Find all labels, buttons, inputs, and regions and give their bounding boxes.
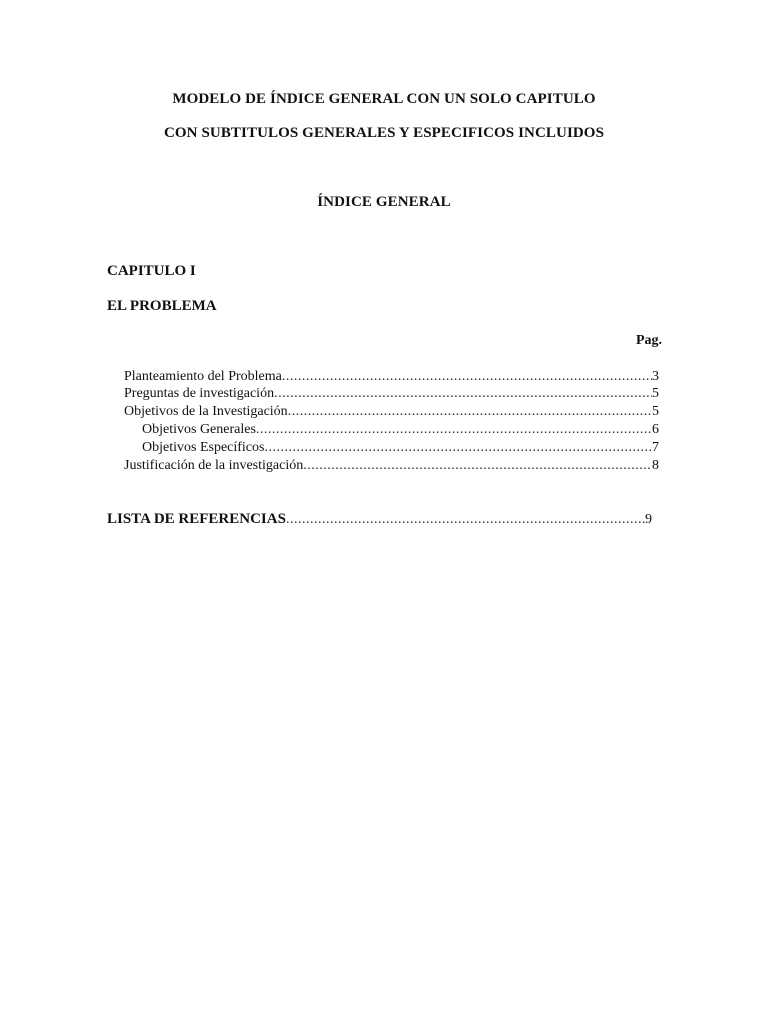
document-title-line-2: CON SUBTITULOS GENERALES Y ESPECIFICOS INCLUIDOS: [163, 125, 605, 141]
dot-leader: [282, 368, 652, 386]
toc-entry-text: Objetivos Generales: [142, 422, 256, 437]
references-entry: [107, 510, 652, 528]
index-title: ÍNDICE GENERAL: [317, 194, 451, 210]
toc-entry-text: Planteamiento del Problema: [124, 369, 282, 384]
references-page: 9: [645, 512, 652, 527]
dot-leader: [256, 421, 652, 439]
dot-leader: [286, 511, 645, 529]
toc-entry-text: Justificación de la investigación: [124, 458, 304, 473]
chapter-label: CAPITULO I: [107, 263, 196, 279]
toc-entry-text: Objetivos Específicos: [142, 440, 265, 455]
page-column-label: Pag.: [635, 333, 662, 348]
toc-entry-text: Objetivos de la Investigación: [124, 404, 288, 419]
toc-entry: [124, 403, 659, 421]
toc-entry-page: 7: [652, 440, 659, 455]
chapter-title: EL PROBLEMA: [107, 298, 217, 314]
toc-subentry: [142, 439, 659, 457]
toc-entry: [124, 457, 659, 475]
toc-entry: [124, 385, 659, 403]
toc-entry: [124, 368, 659, 386]
toc-entry-text: Preguntas de investigación: [124, 386, 275, 401]
toc-entry-page: 5: [652, 404, 659, 419]
dot-leader: [274, 385, 652, 403]
dot-leader: [288, 403, 652, 421]
toc-entry-page: 6: [652, 422, 659, 437]
toc-entry-page: 8: [652, 458, 659, 473]
dot-leader: [264, 439, 652, 457]
dot-leader: [303, 457, 652, 475]
toc-subentry: [142, 421, 659, 439]
document-title-line-1: MODELO DE ÍNDICE GENERAL CON UN SOLO CAPITULO: [172, 91, 596, 107]
toc-entry-page: 3: [652, 369, 659, 384]
toc-entry-page: 5: [652, 386, 659, 401]
references-label: LISTA DE REFERENCIAS: [107, 511, 286, 527]
